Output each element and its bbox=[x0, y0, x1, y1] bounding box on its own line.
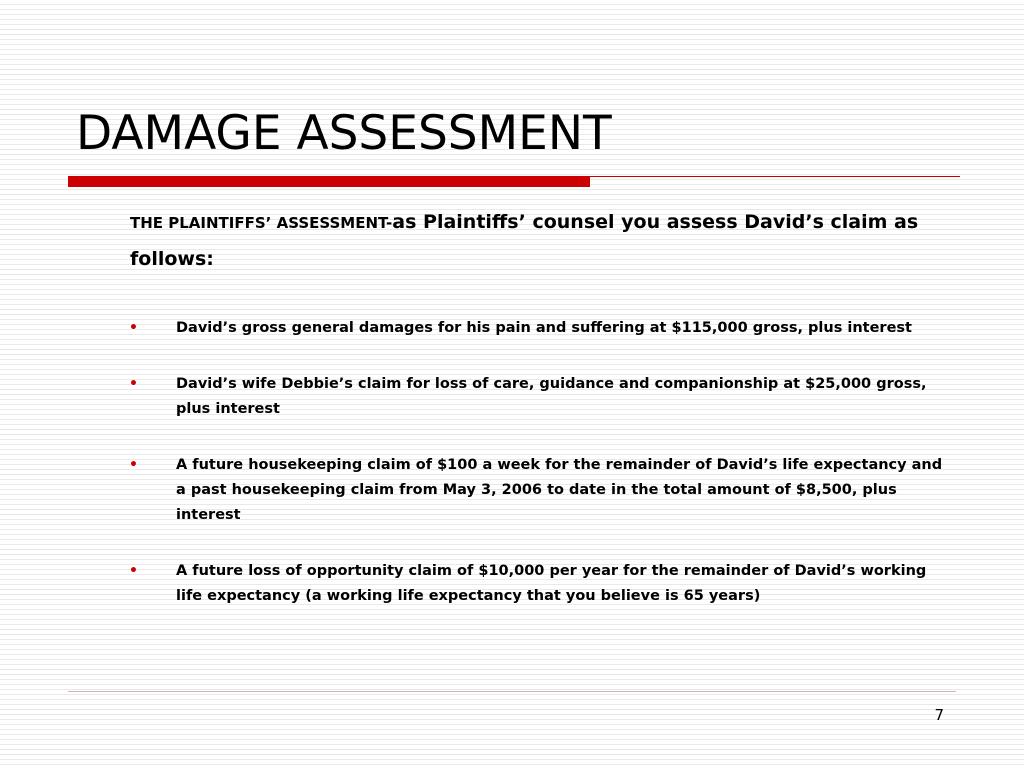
bullet-icon: • bbox=[129, 563, 138, 579]
bullet-item bbox=[130, 559, 950, 609]
intro-rest: as Plaintiffs’ counsel you assess David’s claim as follows: bbox=[130, 211, 919, 270]
bullet-icon: • bbox=[129, 376, 138, 392]
bullet-text: A future loss of opportunity claim of $10,000 per year for the remainder of David’s working life expectancy (a working life expectancy that you believe is 65 years) bbox=[176, 563, 927, 604]
intro-lead: THE PLAINTIFFS’ ASSESSMENT- bbox=[130, 214, 393, 232]
bullet-item bbox=[130, 453, 950, 528]
intro-paragraph bbox=[130, 204, 970, 277]
bullet-item bbox=[130, 316, 950, 341]
page-number: 7 bbox=[934, 706, 944, 724]
bullet-list bbox=[130, 316, 950, 640]
slide-title: DAMAGE ASSESSMENT bbox=[76, 106, 612, 161]
title-underline-accent bbox=[68, 176, 590, 187]
title-underline-line bbox=[590, 176, 960, 177]
bullet-icon: • bbox=[129, 457, 138, 473]
bullet-icon: • bbox=[129, 320, 138, 336]
bullet-text: A future housekeeping claim of $100 a week for the remainder of David’s life expectancy and a past housekeeping claim from May 3, 2006 to date in the total amount of $8,500, plus interest bbox=[176, 457, 943, 523]
bullet-item bbox=[130, 372, 950, 422]
bullet-text: David’s wife Debbie’s claim for loss of care, guidance and companionship at $25,000 gross, plus interest bbox=[176, 376, 927, 417]
footer-divider bbox=[68, 691, 956, 692]
bullet-text: David’s gross general damages for his pain and suffering at $115,000 gross, plus interest bbox=[176, 320, 912, 336]
